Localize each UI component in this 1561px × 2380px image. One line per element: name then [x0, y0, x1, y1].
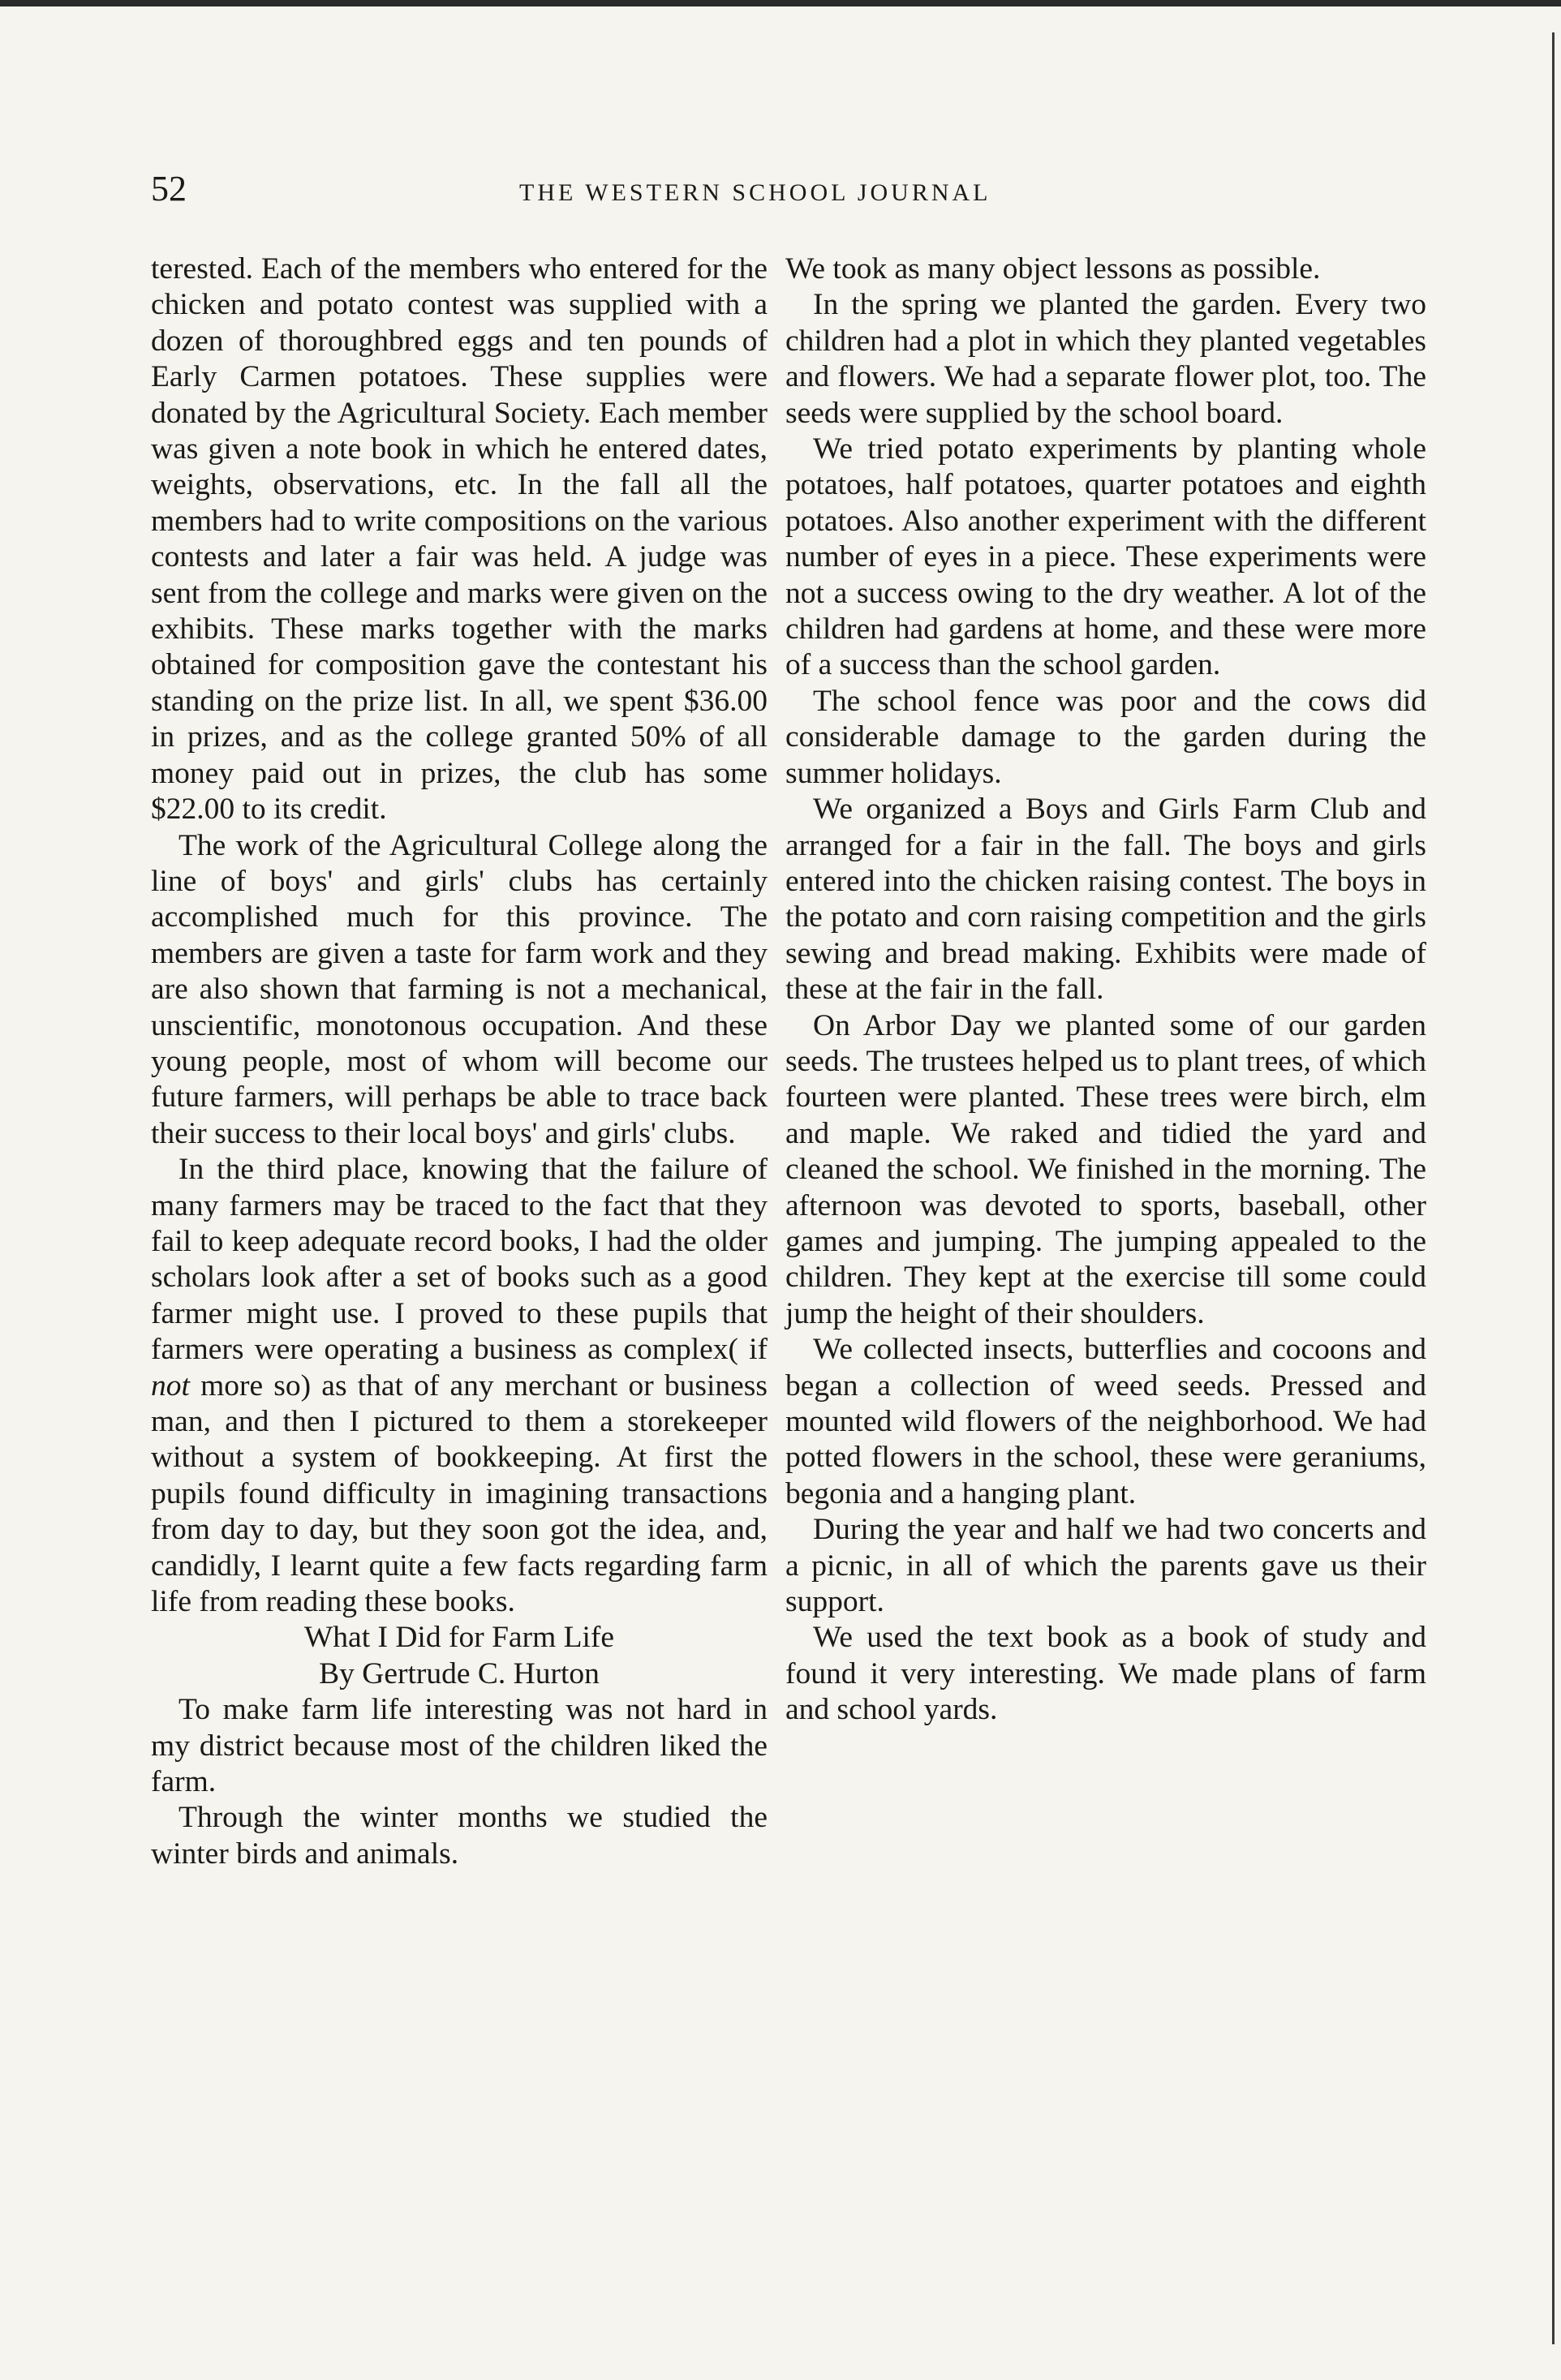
text-run: more so) as that of any merchant or business man, and then I pictured to them a storekeeper without a system of bookkeeping. At first the pupils found difficulty in imagining transactions from day to day, but they soon got the idea, and, candidly, I learnt quite a few facts regarding farm life from reading these books. — [151, 1368, 768, 1619]
paragraph: The work of the Agricultural College along the line of boys' and girls' clubs has certainly accomplished much for this province. The members are given a taste for farm work and they are also shown that farming is not a mechanical, unscientific, monotonous occupation. And these young people, most of whom will become our future farmers, will perhaps be able to trace back their success to their local boys' and girls' clubs. — [151, 828, 768, 1150]
paragraph: We organized a Boys and Girls Farm Club and arranged for a fair in the fall. The boys and girls entered into the chicken raising contest. The boys in the potato and corn raising competition and the girls sewing and bread making. Exhibits were made of these at the fair in the fall. — [785, 793, 1426, 1007]
journal-running-head: THE WESTERN SCHOOL JOURNAL — [519, 179, 991, 206]
paragraph: We collected insects, butterflies and cocoons and began a collection of weed seeds. Pressed and mounted wild flowers of the neighborhood. We had potted flowers in the school, these were geraniums, begonia and a hanging plant. — [785, 1333, 1426, 1510]
paragraph — [151, 1152, 768, 1620]
left-column — [151, 251, 768, 1872]
paragraph: We took as many object lessons as possible. — [785, 252, 1321, 286]
page-edge-line — [1552, 32, 1555, 2344]
paragraph: In the spring we planted the garden. Every two children had a plot in which they planted vegetables and flowers. We had a separate flower plot, too. The seeds were supplied by the school board. — [785, 288, 1426, 430]
paragraph: We used the text book as a book of study and found it very interesting. We made plans of farm and school yards. — [785, 1621, 1426, 1727]
paragraph: To make farm life interesting was not hard in my district because most of the children liked the farm. — [151, 1693, 768, 1799]
paragraph: The school fence was poor and the cows did considerable damage to the garden during the summer holidays. — [785, 684, 1426, 790]
paragraph: Through the winter months we studied the winter birds and animals. — [151, 1801, 768, 1871]
paragraph: terested. Each of the members who entered for the chicken and potato contest was supplied with a dozen of thoroughbred eggs and ten pounds of Early Carmen potatoes. These supplies were donated by the Agricultural Society. Each member was given a note book in which he entered dates, weights, observations, etc. In the fall all the members had to write compositions on the various contests and later a fair was held. A judge was sent from the college and marks were given on the exhibits. These marks together with the marks obtained for composition gave the contestant his standing on the prize list. In all, we spent $36.00 in prizes, and as the college granted 50% of all money paid out in prizes, the club has some $22.00 to its credit. — [151, 252, 768, 827]
paragraph: During the year and half we had two concerts and a picnic, in all of which the parents gave us their support. — [785, 1513, 1426, 1619]
paragraph: We tried potato experiments by planting whole potatoes, half potatoes, quarter potatoes and eighth potatoes. Also another experiment with the different number of eyes in a piece. These experiments were not a success owing to the dry weather. A lot of the children had gardens at home, and these were more of a success than the school garden. — [785, 432, 1426, 682]
text-run: In the third place, knowing that the failure of many farmers may be traced to the fact that they fail to keep adequate record books, I had the older scholars look after a set of books such as a good farmer might use. I proved to these pupils that farmers were operating a business as complex( if — [151, 1153, 768, 1367]
paragraph: On Arbor Day we planted some of our garden seeds. The trustees helped us to plant trees, of which fourteen were planted. These trees were birch, elm and maple. We raked and tidied the yard and cleaned the school. We finished in the morning. The afternoon was devoted to sports, baseball, other games and jumping. The jumping appealed to the children. They kept at the exercise till some could jump the height of their shoulders. — [785, 1008, 1426, 1330]
page-number: 52 — [151, 169, 187, 208]
right-column — [785, 251, 1426, 1729]
article-title: What I Did for Farm Life — [303, 1621, 615, 1655]
article-byline: By Gertrude C. Hurton — [319, 1656, 600, 1690]
top-border-rule — [0, 0, 1561, 6]
emphasized-word: not — [151, 1368, 190, 1403]
